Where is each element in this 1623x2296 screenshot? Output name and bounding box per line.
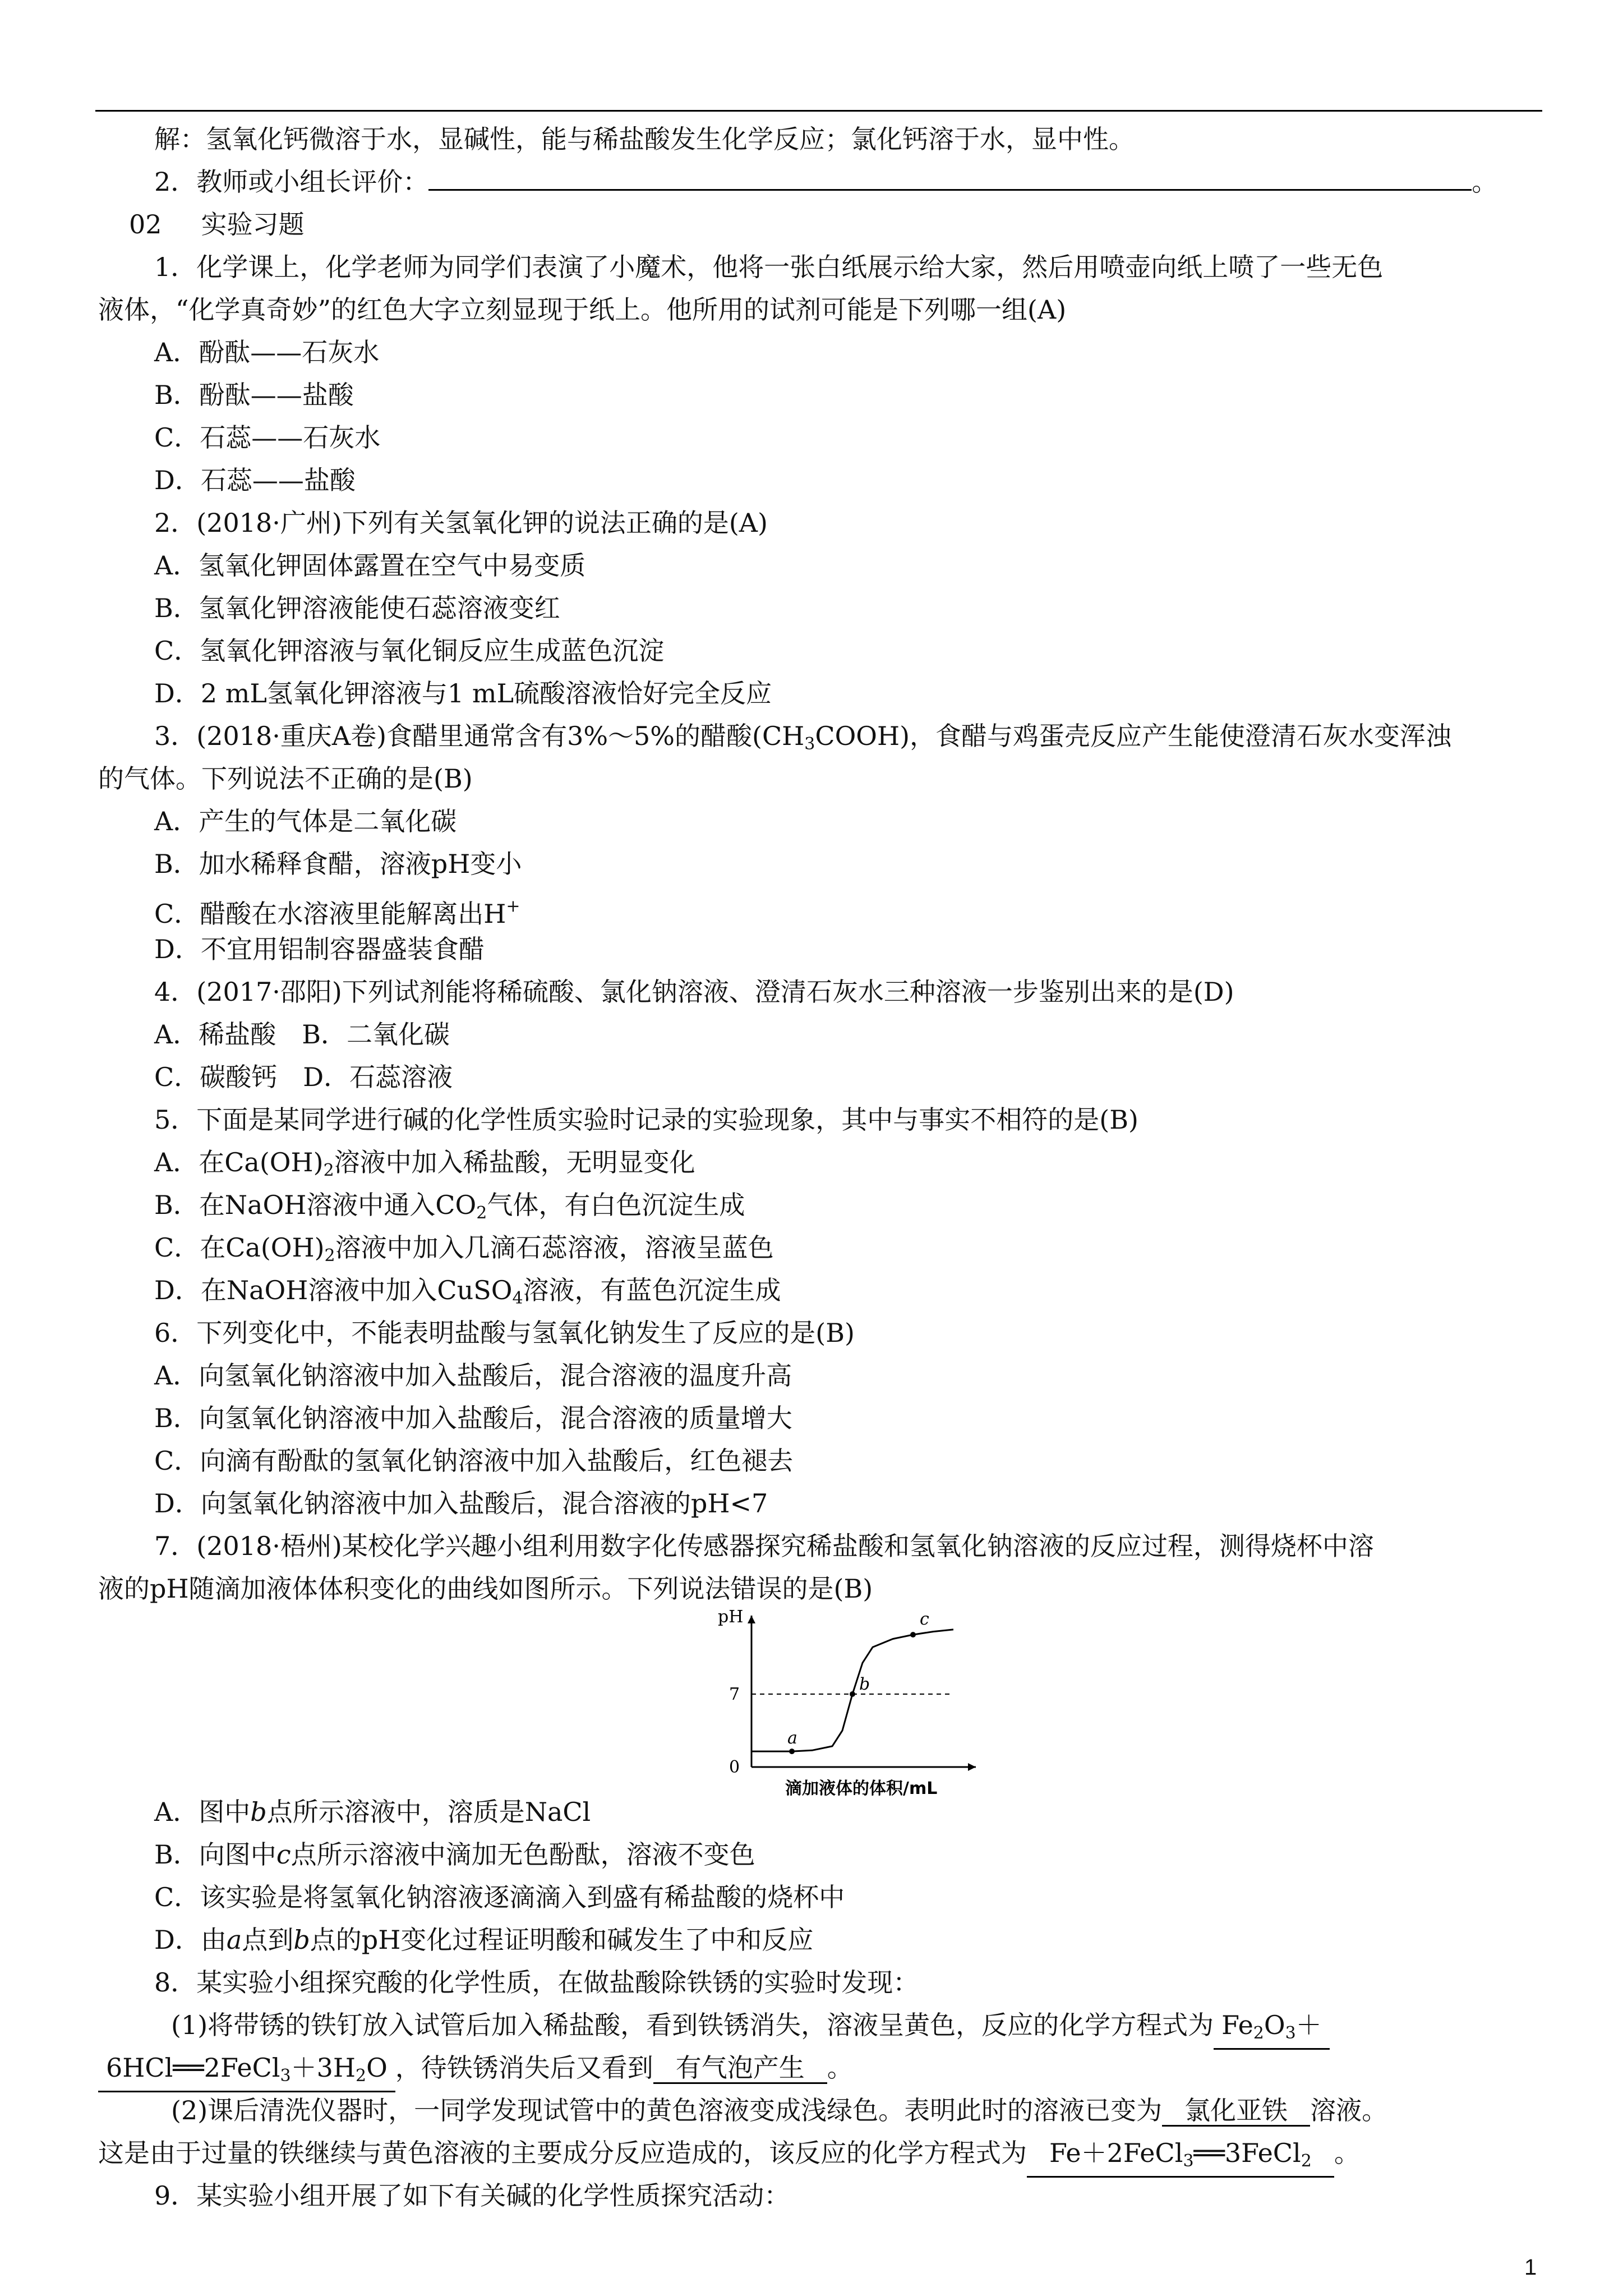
page-number: 1 <box>1524 2255 1537 2280</box>
q7-stem-2: 液的pH随滴加液体体积变化的曲线如图所示。下列说法错误的是(B) <box>98 1573 873 1604</box>
q5-option-b: B．在NaOH溶液中通入$CO_2$气体，有白色沉淀生成 <box>154 1190 745 1223</box>
section-number: 02 <box>129 209 162 240</box>
q6-option-c: C．向滴有酚酞的氢氧化钠溶液中加入盐酸后，红色褪去 <box>154 1446 794 1476</box>
evaluation-blank[interactable] <box>428 170 1472 191</box>
section-title: 实验习题 <box>201 209 305 240</box>
x-axis-label: 滴加液体的体积/mL <box>785 1779 938 1798</box>
q7-stem-1: 7．(2018·梧州)某校化学兴趣小组利用数字化传感器探究稀盐酸和氢氧化钠溶液的反应过程，测得烧杯中溶 <box>154 1531 1374 1561</box>
x-axis-arrow <box>968 1763 976 1771</box>
q2-option-b: B．氢氧化钾溶液能使石蕊溶液变红 <box>154 593 560 623</box>
q1-option-a: A．酚酞——石灰水 <box>154 337 380 367</box>
q4-options-ab: A．稀盐酸 B．二氧化碳 <box>154 1019 450 1050</box>
q5-option-c: C．在$Ca(OH)_2$溶液中加入几滴石蕊溶液，溶液呈蓝色 <box>154 1232 774 1266</box>
q7-option-a: A．图中b点所示溶液中，溶质是NaCl <box>154 1797 591 1827</box>
y-tick-label: 0 <box>729 1757 740 1777</box>
q3-stem-1: 3．(2018·重庆A卷)食醋里通常含有3%～5%的醋酸$(CH_3COOH)$，食醋与鸡蛋壳反应产生能使澄清石灰水变浑浊 <box>154 721 1452 754</box>
q6-option-b: B．向氢氧化钠溶液中加入盐酸后，混合溶液的质量增大 <box>154 1403 792 1433</box>
y-tick-label: 7 <box>729 1685 740 1704</box>
y-axis-arrow <box>748 1616 755 1623</box>
q8-bubbles-answer: 有气泡产生 <box>653 2053 827 2084</box>
q8-eq1-answer-2: $6HCl══2FeCl_3+3H_2O$ <box>98 2053 395 2092</box>
point-label: a <box>787 1728 797 1749</box>
q3-option-b: B．加水稀释食醋，溶液pH变小 <box>154 849 522 879</box>
data-point <box>789 1749 795 1754</box>
q3-option-d: D．不宜用铝制容器盛装食醋 <box>154 934 485 964</box>
point-label: b <box>859 1674 870 1694</box>
section-heading <box>129 208 305 241</box>
q8-part1-line1: (1)将带锈的铁钉放入试管后加入稀盐酸，看到铁锈消失，溶液呈黄色，反应的化学方程式为 $Fe_2O_3+$ <box>171 2008 1330 2050</box>
q4-options-cd: C．碳酸钙 D．石蕊溶液 <box>154 1062 453 1092</box>
q3-option-a: A．产生的气体是二氧化碳 <box>154 806 457 836</box>
q8-fecl2-answer: 氯化亚铁 <box>1162 2096 1310 2127</box>
y-axis-label: pH <box>718 1607 744 1627</box>
evaluation-label: 2．教师或小组长评价： <box>154 167 429 197</box>
q9-stem: 9．某实验小组开展了如下有关碱的化学性质探究活动： <box>154 2180 790 2211</box>
q8-stem: 8．某实验小组探究酸的化学性质，在做盐酸除铁锈的实验时发现： <box>154 1967 919 1998</box>
q1-stem-2: 液体，“化学真奇妙”的红色大字立刻显现于纸上。他所用的试剂可能是下列哪一组(A) <box>98 295 1067 325</box>
q2-option-d: D．2 mL氢氧化钾溶液与1 mL硫酸溶液恰好完全反应 <box>154 678 772 708</box>
evaluation-line: 2．教师或小组长评价： 。 <box>154 167 1498 197</box>
q1-stem-1: 1．化学课上，化学老师为同学们表演了小魔术，他将一张白纸展示给大家，然后用喷壶向纸上喷了一些无色 <box>154 252 1384 282</box>
series-line <box>751 1630 953 1751</box>
q1-option-b: B．酚酞——盐酸 <box>154 380 354 410</box>
q1-option-c: C．石蕊——石灰水 <box>154 422 381 453</box>
data-point <box>850 1691 855 1697</box>
q8-eq2-answer: Fe＋2FeCl$_3$══3FeCl$_2$ <box>1027 2138 1334 2178</box>
q7-option-c: C．该实验是将氢氧化钠溶液逐滴滴入到盛有稀盐酸的烧杯中 <box>154 1882 845 1912</box>
q1-option-d: D．石蕊——盐酸 <box>154 465 356 495</box>
q3-option-c: C．醋酸在水溶液里能解离出H+ <box>154 896 520 929</box>
q5-option-a: A．在$Ca(OH)_2$溶液中加入稀盐酸，无明显变化 <box>154 1147 695 1180</box>
top-rule <box>95 110 1542 112</box>
q2-option-c: C．氢氧化钾溶液与氧化铜反应生成蓝色沉淀 <box>154 636 665 666</box>
q6-option-d: D．向氢氧化钠溶液中加入盐酸后，混合溶液的pH<7 <box>154 1488 768 1519</box>
ph-curve-chart <box>695 1604 987 1806</box>
q7-option-b: B．向图中c点所示溶液中滴加无色酚酞，溶液不变色 <box>154 1839 755 1870</box>
data-point <box>910 1632 916 1637</box>
q6-option-a: A．向氢氧化钠溶液中加入盐酸后，混合溶液的温度升高 <box>154 1360 792 1391</box>
q5-stem: 5．下面是某同学进行碱的化学性质实验时记录的实验现象，其中与事实不相符的是(B) <box>154 1105 1138 1135</box>
q8-part2-line2: 这是由于过量的铁继续与黄色溶液的主要成分反应造成的，该反应的化学方程式为 Fe＋2FeCl$_3$══3FeCl$_2$ 。 <box>98 2136 1360 2178</box>
q7-option-d: D．由a点到b点的pH变化过程证明酸和碱发生了中和反应 <box>154 1925 814 1955</box>
q6-stem: 6．下列变化中，不能表明盐酸与氢氧化钠发生了反应的是(B) <box>154 1318 855 1348</box>
q5-option-d: D．在NaOH溶液中加入CuSO$_4$溶液，有蓝色沉淀生成 <box>154 1275 781 1308</box>
q8-part2-line1: (2)课后清洗仪器时，一同学发现试管中的黄色溶液变成浅绿色。表明此时的溶液已变为 氯化亚铁 溶液。 <box>171 2095 1388 2125</box>
point-label: c <box>920 1609 929 1630</box>
q2-option-a: A．氢氧化钾固体露置在空气中易变质 <box>154 550 586 581</box>
q4-stem: 4．(2017·邵阳)下列试剂能将稀硫酸、氯化钠溶液、澄清石灰水三种溶液一步鉴别出来的是(D) <box>154 977 1234 1007</box>
q8-eq1-answer-1: $Fe_2O_3+$ <box>1214 2010 1330 2050</box>
explanation-line: 解：氢氧化钙微溶于水，显碱性，能与稀盐酸发生化学反应；氯化钙溶于水，显中性。 <box>154 124 1135 154</box>
q8-part1-line2: $6HCl══2FeCl_3+3H_2O$ ，待铁锈消失后又看到 有气泡产生 。 <box>98 2051 853 2092</box>
q3-stem-2: 的气体。下列说法不正确的是(B) <box>98 763 473 794</box>
q2-stem: 2．(2018·广州)下列有关氢氧化钾的说法正确的是(A) <box>154 508 768 538</box>
